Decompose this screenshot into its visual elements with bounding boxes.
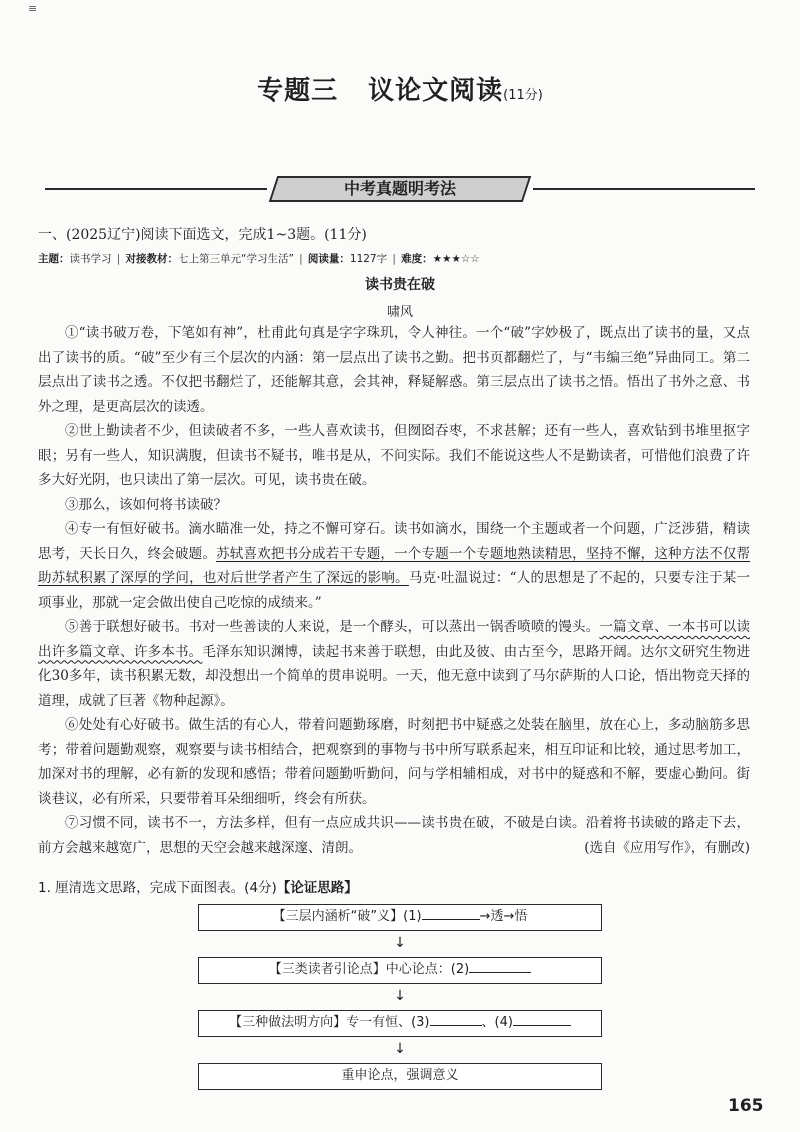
paragraph-3: ③那么，该如何将书读破？ — [65, 496, 227, 513]
flow-box-2-pre: 【三类读者引论点】中心论点：(2) — [268, 962, 470, 977]
paragraph-5 — [38, 615, 750, 713]
page-title — [0, 70, 800, 107]
paragraph-1: ①“读书破万卷，下笔如有神”，杜甫此句真是字字珠玑，令人神往。一个“破”字妙极了，既点出了读书的量，又点出了读书的质。“破”至少有三个层次的内涵：第一层点出了读书之勤。把书页都翻烂了，与“韦编三绝”异曲同工。第二层点出了读书之透。不仅把书翻烂了，还能解其意，会其神，释疑解惑。第三层点出了读书之悟。悟出了书外之意、书外之理，是更高层次的读透。 — [38, 325, 750, 415]
meta-reading: 1127字 — [349, 253, 388, 265]
paragraph-5-text-b: 毛泽东知识渊博，读起书来善于联想，由此及彼、由古至今，思路开阔。达尔文研究生物进化30多年，读书积累无数，却没想出一个简单的贯串说明。一天，他无意中读到了马尔萨斯的人口论，悟出物竞天择的道理，成就了巨著《物种起源》。 — [38, 643, 751, 709]
article-body — [38, 321, 750, 860]
flow-arrow-2: ↓ — [394, 988, 406, 1004]
task-1-text: 1. 厘清选文思路，完成下面图表。(4分) — [38, 880, 277, 896]
paragraph-6: ⑥处处有心好破书。做生活的有心人，带着问题勤琢磨，时刻把书中疑惑之处装在脑里，放在心上，多动脑筋多思考；带着问题勤观察，观察要与读书相结合，把观察到的事物与书中所写联系起来，相互印证和比较，通过思考加工，加深对书的理解，必有新的发现和感悟；带着问题勤听勤问，问与学相辅相成，对书中的疑惑和不解，要虚心勤问。街谈巷议，必有所采，只要带着耳朵细细听，终会有所获。 — [38, 717, 750, 807]
paragraph-4-underlined: 苏轼喜欢把书分成若干专题，一个专题一个专题地熟读精思，坚持不懈，这种方法不仅帮助苏轼积累了深厚的学问，也对后世学者产生了深远的影响。 — [38, 545, 751, 586]
flow-box-1-pre: 【三层内涵析“破”义】(1) — [272, 909, 422, 924]
meta-topic: 读书学习 — [69, 253, 112, 265]
question-head: 一、(2025辽宁)阅读下面选文，完成1~3题。(11分) — [38, 227, 367, 243]
flow-box-2 — [198, 957, 602, 984]
paragraph-4 — [38, 517, 750, 615]
article-source: (选自《应用写作》，有删改) — [584, 839, 750, 856]
blank-2[interactable] — [469, 958, 531, 973]
title-score: (11分) — [503, 88, 543, 103]
title-sub: 议论文阅读 — [368, 76, 504, 106]
section-banner — [45, 176, 755, 202]
flow-arrow-1: ↓ — [394, 935, 406, 951]
flow-box-4: 重申论点，强调意义 — [198, 1063, 602, 1090]
blank-3[interactable] — [430, 1011, 482, 1026]
banner-line-left — [45, 188, 267, 190]
flow-box-3 — [198, 1010, 602, 1037]
title-main: 专题三 — [257, 76, 339, 106]
meta-textbook-label: 对接教材： — [125, 253, 178, 265]
corner-mark: ≡ — [28, 2, 38, 15]
flow-arrow-3: ↓ — [394, 1041, 406, 1057]
question-meta: 主题：读书学习 | 对接教材：七上第三单元“学习生活” | 阅读量：1127字 | 难度：★★★☆☆ — [38, 253, 480, 265]
banner-label: 中考真题明考法 — [343, 179, 456, 198]
meta-reading-label: 阅读量： — [307, 253, 350, 265]
banner-line-right — [533, 188, 755, 190]
meta-difficulty-label: 难度： — [401, 253, 433, 265]
meta-topic-label: 主题： — [38, 253, 70, 265]
banner-label-box — [269, 176, 531, 202]
flow-box-3-mid: 、(4) — [481, 1015, 513, 1030]
paragraph-5-wavy-underlined: 一篇文章、一本书可以读出许多篇文章、许多本书。 — [38, 619, 751, 660]
paragraph-4-text-b: 马克·吐温说过：“人的思想是了不起的，只要专注于某一项事业，那就一定会做出使自己吃惊的成绩来。” — [38, 570, 750, 611]
article-author: 啸风 — [386, 305, 413, 320]
flow-box-3-pre: 【三种做法明方向】专一有恒、(3) — [229, 1015, 430, 1030]
blank-1[interactable] — [422, 905, 480, 920]
blank-4[interactable] — [513, 1011, 571, 1026]
paragraph-2: ②世上勤读者不少，但读破者不多，一些人喜欢读书，但囫囵吞枣，不求甚解；还有一些人，喜欢钻到书堆里抠字眼；另有一些人，知识满腹，但读书不疑书，唯书是从，不问实际。我们不能说这些人不是勤读者，可惜他们浪费了许多大好光阴，也只读出了第一层次。可见，读书贵在破。 — [38, 423, 750, 488]
task-1 — [38, 876, 358, 896]
paragraph-4-text-a: ④专一有恒好破书。滴水瞄准一处，持之不懈可穿石。读书如滴水，围绕一个主题或者一个问题，广泛涉猎，精读思考，天长日久，终会破题。 — [38, 521, 750, 562]
task-1-tag: 【论证思路】 — [276, 880, 358, 896]
article-title: 读书贵在破 — [365, 277, 435, 293]
page-number: 165 — [728, 1096, 764, 1116]
paragraph-5-text-a: ⑤善于联想好破书。书对一些善读的人来说，是一个酵头，可以蒸出一锅香喷喷的馒头。 — [65, 619, 600, 635]
flow-box-1 — [198, 904, 602, 931]
meta-textbook: 七上第三单元“学习生活” — [178, 253, 294, 265]
paragraph-7 — [38, 811, 750, 860]
paragraph-7-text: ⑦习惯不同，读书不一，方法多样，但有一点应成共识——读书贵在破，不破是白读。沿着将书读破的路走下去，前方会越来越宽广，思想的天空会越来越深邃、清朗。 — [38, 815, 750, 856]
flow-box-1-post: →透→悟 — [479, 909, 528, 924]
meta-difficulty-stars: ★★★☆☆ — [432, 253, 480, 265]
